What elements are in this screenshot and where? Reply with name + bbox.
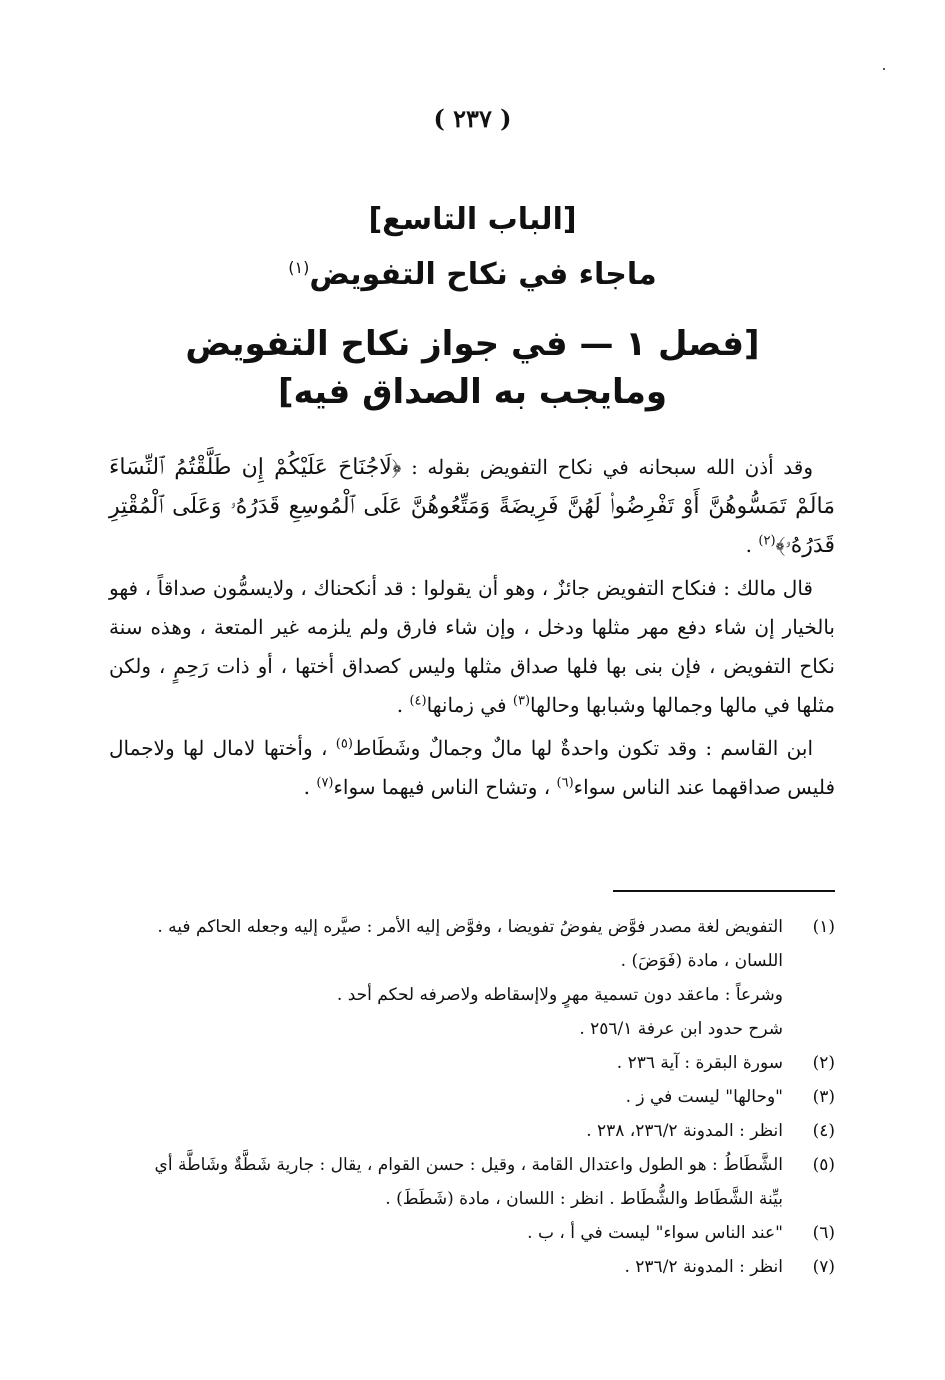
footnote-ref: (٣) <box>512 693 531 709</box>
main-text <box>109 448 835 811</box>
footnote-3 <box>109 1080 835 1114</box>
footnote-ref: (٧) <box>316 775 334 791</box>
footnote-text: سورة البقرة : آية ٢٣٦ . <box>616 1053 783 1073</box>
footnote-divider <box>613 890 835 892</box>
verse-intro: وقد أذن الله سبحانه في نكاح التفويض بقوله : <box>411 455 813 479</box>
malik-text: قال مالك : فنكاح التفويض جائزٌ ، وهو أن يقولوا : قد أنكحناك ، ولايسمُّون صداقاً ، فهو بالخيار إن شاء دفع مهر مثلها ودخل ، وإن شاء فارق ولم يلزمه غير المتعة ، وهذه سنة نكاح التفويض ، فإن بنى بها فلها صداق مثلها وليس كصداق أختها ، أو ذات رَحِمٍ ، ولكن مثلها في مالها وجمالها وشبابها وحالها <box>109 576 835 717</box>
section-heading <box>0 320 945 416</box>
section-title-line1: [فصل ١ — في جواز نكاح التفويض <box>185 324 760 364</box>
paragraph-ibn-qasim <box>109 729 835 807</box>
chapter-title: [الباب التاسع] <box>368 202 577 237</box>
footnote-text: "عند الناس سواء" ليست في أ ، ب . <box>527 1223 783 1243</box>
footnote-5-line-2: بيِّنة الشَّطَاط والشُّطَاط . انظر : اللسان ، مادة (شَطَطَ) . <box>385 1189 783 1209</box>
footnote-number: (٦) <box>812 1223 835 1243</box>
quran-verse: ﴿لَاجُنَاحَ عَلَيْكُمْ إِن طَلَّقْتُمُ ٱلنِّسَاءَ مَالَمْ تَمَسُّوهُنَّ أَوْ تَفْرِضُوا۟ لَهُنَّ فَرِيضَةً وَمَتِّعُوهُنَّ عَلَى ٱلْمُوسِعِ قَدَرُهُۥ وَعَلَى ٱلْمُقْتِرِ قَدَرُهُۥ﴾ <box>109 455 835 558</box>
footnote-5 <box>109 1148 835 1182</box>
footnote-6 <box>109 1216 835 1250</box>
footnote-ref: (٤) <box>409 693 427 709</box>
footnote-number: (٧) <box>812 1257 835 1277</box>
footnotes <box>109 910 835 1284</box>
ibn-qasim-text: ابن القاسم : وقد تكون واحدةٌ لها مالٌ وجمالٌ وشَطَاط <box>352 736 814 760</box>
footnote-text: التفويض لغة مصدر فوَّض يفوضُ تفويضا ، وفوَّض إليه الأمر : صيَّره إليه وجعله الحاكم فيه . <box>157 917 783 937</box>
footnote-1-line-4: شرح حدود ابن عرفة ٢٥٦/١ . <box>579 1019 783 1039</box>
footnote-4 <box>109 1114 835 1148</box>
paragraph-malik <box>109 569 835 725</box>
footnote-text: انظر : المدونة ٢٣٦/٢، ٢٣٨ . <box>586 1121 783 1141</box>
chapter-subtitle-line <box>0 244 945 299</box>
scan-speck <box>883 68 885 70</box>
period: . <box>396 693 404 717</box>
footnote-2 <box>109 1046 835 1080</box>
chapter-subtitle: ماجاء في نكاح التفويض <box>309 257 657 292</box>
ibn-qasim-text-2: ، وأختها لامال لها ولاجمال فليس صداقهما عند الناس سواء <box>109 736 835 799</box>
footnote-number: (٤) <box>812 1121 835 1141</box>
footnote-1 <box>109 910 835 944</box>
page-number: ( ٢٣٧ ) <box>433 104 512 133</box>
period: . <box>745 533 753 557</box>
section-title-line2: ومايجب به الصداق فيه] <box>277 372 668 412</box>
footnote-number: (٥) <box>812 1155 835 1175</box>
footnote-number: (١) <box>812 917 835 937</box>
footnote-number: (٣) <box>812 1087 835 1107</box>
footnote-1-line-3: وشرعاً : ماعقد دون تسمية مهرٍ ولاإسقاطه ولاصرفه لحكم أحد . <box>336 985 783 1005</box>
paragraph-verse <box>109 448 835 565</box>
footnote-ref: (٦) <box>556 775 574 791</box>
malik-text-cont: في زمانها <box>426 693 507 717</box>
ibn-qasim-text-3: ، وتشاح الناس فيهما سواء <box>333 775 551 799</box>
footnote-text: الشَّطَاطُ : هو الطول واعتدال القامة ، وقيل : حسن القوام ، يقال : جارية شَطَّةٌ وشَاطَّة أي <box>154 1155 783 1175</box>
footnote-7 <box>109 1250 835 1284</box>
footnote-number: (٢) <box>812 1053 835 1073</box>
period: . <box>303 775 310 799</box>
chapter-heading <box>0 196 945 299</box>
footnote-ref: (٥) <box>335 736 353 752</box>
footnote-ref: (١) <box>288 258 310 277</box>
footnote-1-line-2: اللسان ، مادة (فَوَضَ) . <box>620 951 783 971</box>
footnote-ref: (٢) <box>758 533 776 549</box>
footnote-text: "وحالها" ليست في ز . <box>625 1087 783 1107</box>
footnote-text: انظر : المدونة ٢٣٦/٢ . <box>624 1257 783 1277</box>
